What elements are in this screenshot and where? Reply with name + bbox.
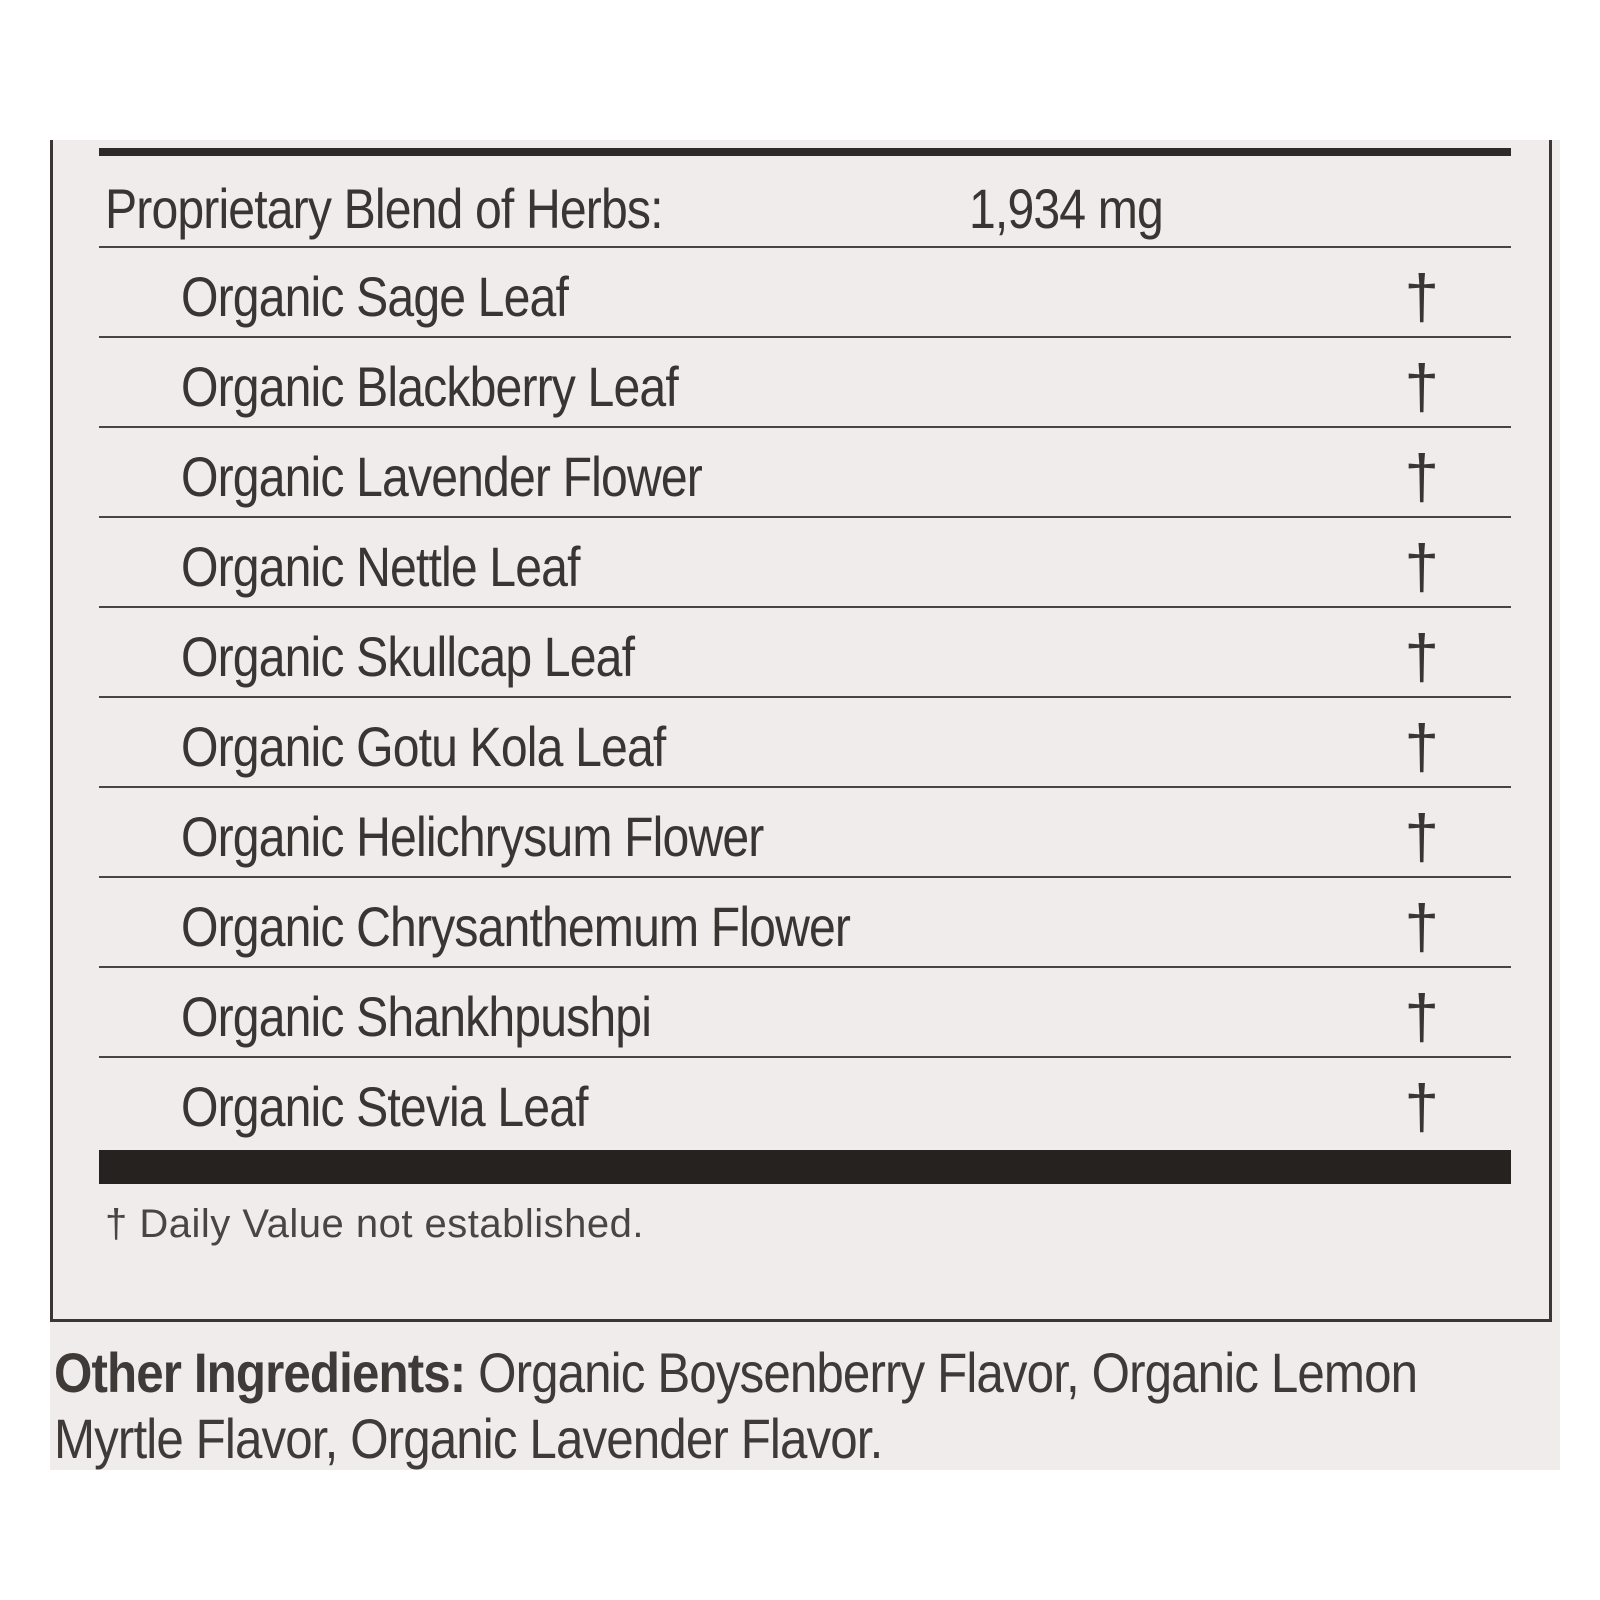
other-ingredients [54, 1340, 1524, 1472]
ingredient-row [99, 788, 1511, 878]
bottom-thick-rule [99, 1150, 1511, 1184]
blend-amount: 1,934 mg [969, 177, 1163, 240]
ingredient-name: Organic Lavender Flower [181, 445, 702, 508]
ingredient-name: Organic Gotu Kola Leaf [181, 715, 666, 778]
dagger-symbol: † [1404, 533, 1439, 602]
ingredient-name: Organic Chrysanthemum Flower [181, 895, 851, 958]
ingredient-name: Organic Helichrysum Flower [181, 805, 764, 868]
ingredient-row [99, 1058, 1511, 1148]
blend-name: Proprietary Blend of Herbs: [105, 177, 663, 240]
ingredient-name: Organic Skullcap Leaf [181, 625, 635, 688]
blend-row [99, 156, 1511, 248]
ingredient-row [99, 518, 1511, 608]
daily-value-footnote: † Daily Value not established. [105, 1202, 645, 1246]
dagger-symbol: † [1404, 1073, 1439, 1142]
top-thick-rule [99, 148, 1511, 156]
dagger-symbol: † [1404, 623, 1439, 692]
ingredient-name: Organic Shankhpushpi [181, 985, 652, 1048]
ingredient-name: Organic Nettle Leaf [181, 535, 580, 598]
dagger-symbol: † [1404, 263, 1439, 332]
dagger-symbol: † [1404, 353, 1439, 422]
ingredient-row [99, 608, 1511, 698]
other-ingredients-text: Organic Boysenberry Flavor, Organic Lemon Myrtle Flavor, Organic Lavender Flavor. [54, 1341, 1418, 1470]
ingredient-name: Organic Blackberry Leaf [181, 355, 678, 418]
dagger-symbol: † [1404, 893, 1439, 962]
ingredient-name: Organic Sage Leaf [181, 265, 568, 328]
supplement-facts-box [50, 140, 1552, 1322]
ingredient-name: Organic Stevia Leaf [181, 1075, 588, 1138]
ingredient-row [99, 338, 1511, 428]
ingredient-row [99, 878, 1511, 968]
ingredient-list [99, 248, 1511, 1148]
dagger-symbol: † [1404, 713, 1439, 782]
ingredient-row [99, 698, 1511, 788]
ingredient-row [99, 248, 1511, 338]
supplement-label-panel [50, 140, 1560, 1470]
other-ingredients-label: Other Ingredients: [54, 1341, 466, 1404]
dagger-symbol: † [1404, 803, 1439, 872]
dagger-symbol: † [1404, 983, 1439, 1052]
dagger-symbol: † [1404, 443, 1439, 512]
ingredient-row [99, 968, 1511, 1058]
ingredient-row [99, 428, 1511, 518]
